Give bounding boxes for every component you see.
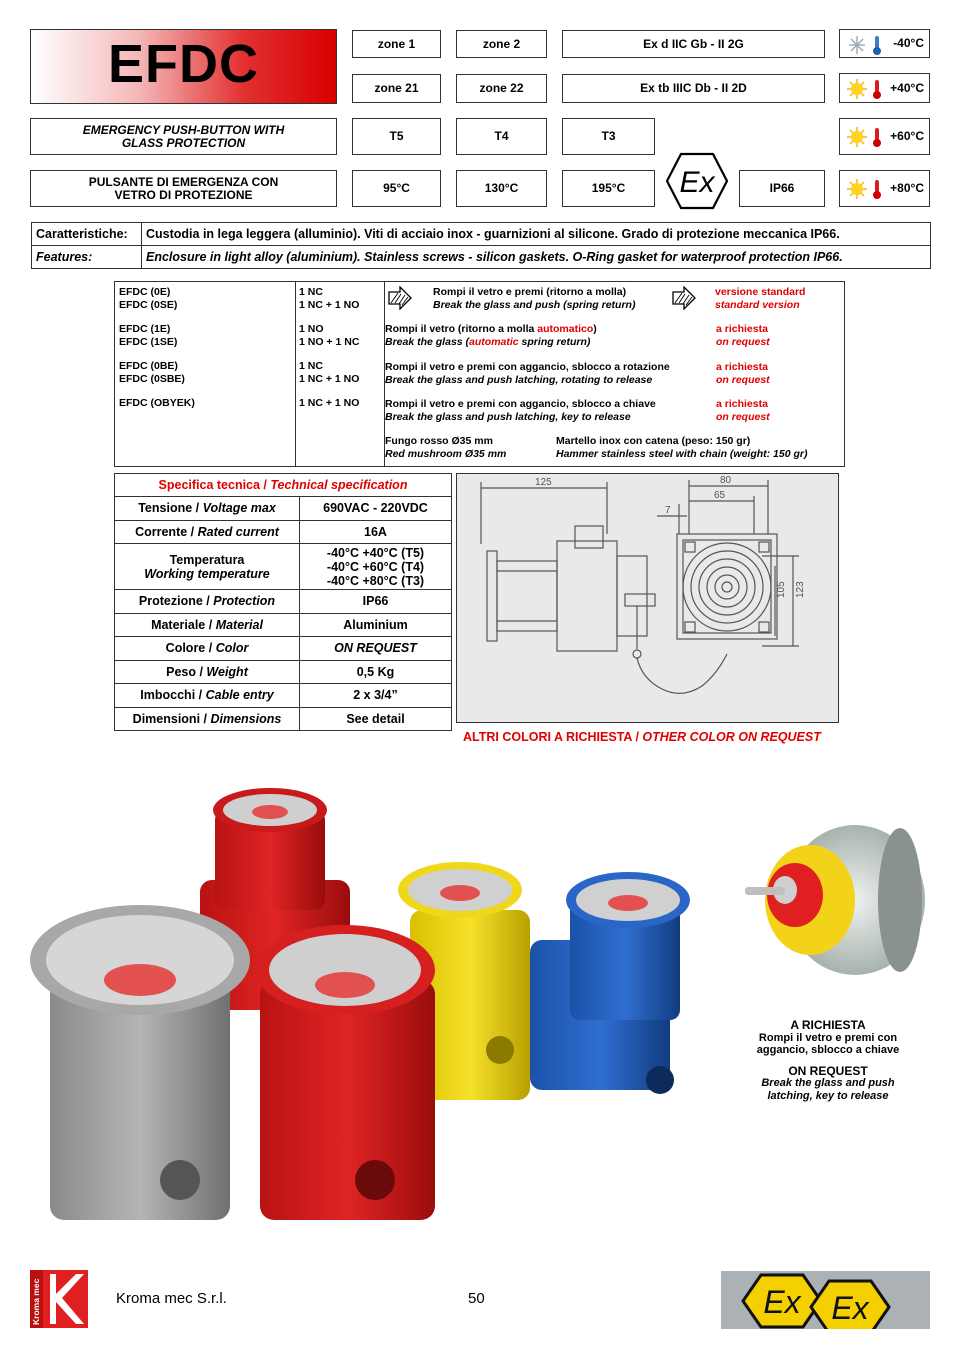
- kroma-mec-logo: [30, 1270, 88, 1328]
- availability-on-request-2: a richiesta on request: [716, 361, 770, 386]
- svg-text:Ex: Ex: [831, 1290, 869, 1326]
- version-0e-description: Rompi il vetro e premi (ritorno a molla) Break the glass and push (spring return): [433, 286, 636, 311]
- description-english: EMERGENCY PUSH-BUTTON WITH GLASS PROTECTION: [30, 118, 337, 155]
- svg-text:80: 80: [720, 475, 732, 486]
- key-release-photo: [725, 815, 930, 985]
- ex-marking-dust: Ex tb IIIC Db - II 2D: [562, 74, 825, 103]
- zone-22-label: zone 22: [456, 74, 547, 103]
- company-name: Kroma mec S.r.l.: [116, 1290, 227, 1307]
- version-1e-description: Rompi il vetro (ritorno a molla automatico) Break the glass (automatic spring return): [385, 323, 597, 348]
- table-row: Tensione / Voltage max 690VAC - 220VDC: [115, 497, 452, 521]
- red-unit-front: [255, 925, 435, 1220]
- mushroom-note: Fungo rosso Ø35 mm Red mushroom Ø35 mm: [385, 435, 507, 460]
- availability-on-request-3: a richiesta on request: [716, 398, 770, 423]
- availability-on-request-1: a richiesta on request: [716, 323, 770, 348]
- svg-text:7: 7: [665, 505, 671, 516]
- technical-spec-table: [114, 473, 452, 731]
- zone-1-label: zone 1: [352, 30, 441, 58]
- svg-text:Kroma mec: Kroma mec: [31, 1278, 41, 1325]
- key-release-caption: A RICHIESTA Rompi il vetro e premi con aggancio, sblocco a chiave ON REQUEST Break the glass and push latching, key to release: [756, 1018, 900, 1102]
- features-english-text: Enclosure in light alloy (aluminium). Stainless screws - silicon gaskets. O-Ring gasket for waterproof protection IP66.: [146, 250, 843, 264]
- product-photo: [30, 780, 730, 1230]
- ambient-temp-plus80: +80°C: [839, 170, 930, 207]
- surface-temp-195: 195°C: [562, 170, 655, 207]
- versions-table: [114, 281, 845, 467]
- snowflake-thermometer-icon: [846, 34, 890, 56]
- ambient-temp-minus40: -40°C: [839, 29, 930, 58]
- table-row: Temperatura Working temperature -40°C +40°C (T5) -40°C +60°C (T4) -40°C +80°C (T3): [115, 544, 452, 590]
- hammer-note: Martello inox con catena (peso: 150 gr) Hammer stainless steel with chain (weight: 150 gr): [556, 435, 808, 460]
- availability-standard: versione standard standard version: [715, 286, 806, 311]
- svg-text:123: 123: [795, 581, 806, 598]
- page-number: 50: [468, 1290, 485, 1307]
- surface-temp-95: 95°C: [352, 170, 441, 207]
- arrow-right-icon: [672, 286, 696, 310]
- version-codes: EFDC (0E) EFDC (0SE) EFDC (1E) EFDC (1SE) EFDC (0BE) EFDC (0SBE) EFDC (OBYEK): [119, 286, 195, 409]
- svg-text:Ex: Ex: [679, 166, 715, 199]
- zone-2-label: zone 2: [456, 30, 547, 58]
- product-title: EFDC: [30, 29, 337, 104]
- ambient-temp-plus60: +60°C: [839, 118, 930, 155]
- table-row: Corrente / Rated current 16A: [115, 520, 452, 544]
- table-row: Peso / Weight 0,5 Kg: [115, 660, 452, 684]
- features-english-label: Features:: [32, 246, 142, 268]
- atex-ex-icon: [665, 152, 729, 210]
- table-row: Dimensioni / Dimensions See detail: [115, 707, 452, 731]
- ip-rating-box: IP66: [739, 170, 825, 207]
- sun-thermometer-icon: [846, 178, 890, 200]
- svg-text:105: 105: [776, 581, 787, 598]
- ambient-temp-plus40: +40°C: [839, 73, 930, 103]
- zone-21-label: zone 21: [352, 74, 441, 103]
- table-row: Materiale / Material Aluminium: [115, 613, 452, 637]
- features-italian-text: Custodia in lega leggera (alluminio). Viti di acciaio inox - guarnizioni al silicone. Grado di protezione meccanica IP66.: [146, 227, 840, 241]
- technical-drawing: [456, 473, 839, 723]
- sun-thermometer-icon: [846, 126, 890, 148]
- sun-thermometer-icon: [846, 78, 890, 100]
- ex-marking-gas: Ex d IIC Gb - II 2G: [562, 30, 825, 58]
- arrow-right-icon: [388, 286, 412, 310]
- table-row: Protezione / Protection IP66: [115, 590, 452, 614]
- table-row: Imbocchi / Cable entry 2 x 3/4”: [115, 684, 452, 708]
- ex-logo-banner: [721, 1271, 930, 1329]
- description-italian: PULSANTE DI EMERGENZA CON VETRO DI PROTEZIONE: [30, 170, 337, 207]
- spec-heading: Specifica tecnica / Technical specification: [115, 474, 452, 497]
- svg-text:Ex: Ex: [763, 1284, 801, 1320]
- temp-class-t4: T4: [456, 118, 547, 155]
- svg-text:125: 125: [535, 477, 552, 488]
- version-contacts: 1 NC 1 NC + 1 NO 1 NO 1 NO + 1 NC 1 NC 1 NC + 1 NO 1 NC + 1 NO: [299, 286, 360, 409]
- drawing-caption: ALTRI COLORI A RICHIESTA / OTHER COLOR ON REQUEST: [463, 730, 821, 744]
- version-obyek-description: Rompi il vetro e premi con aggancio, sblocco a chiave Break the glass and push latching, key to release: [385, 398, 656, 423]
- table-row: Colore / Color ON REQUEST: [115, 637, 452, 661]
- features-italian-label: Caratteristiche:: [32, 223, 142, 245]
- version-0be-description: Rompi il vetro e premi con aggancio, sblocco a rotazione Break the glass and push latching, rotating to release: [385, 361, 670, 386]
- blue-unit: [530, 872, 690, 1094]
- features-italian-row: [31, 222, 931, 246]
- grey-unit: [30, 905, 250, 1220]
- features-english-row: [31, 245, 931, 269]
- temp-class-t3: T3: [562, 118, 655, 155]
- svg-text:65: 65: [714, 490, 726, 501]
- surface-temp-130: 130°C: [456, 170, 547, 207]
- temp-class-t5: T5: [352, 118, 441, 155]
